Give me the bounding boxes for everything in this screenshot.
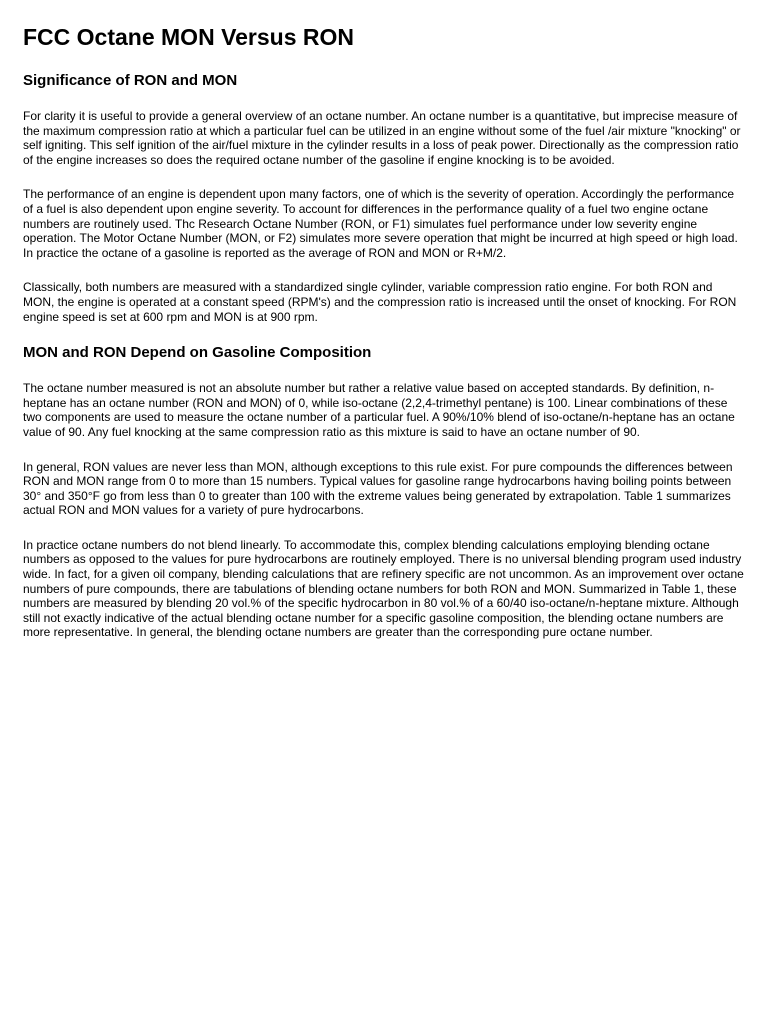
paragraph-engine-performance: The performance of an engine is dependent upon many factors, one of which is the severity of operation. Accordingly the performance of a fuel is also dependent upon engine severity. To account for differences in the performance quality of a fuel two engine octane numbers are routinely used. Thc Research Octane Number (RON, or F1) simulates fuel performance under low severity engine operation. The Motor Octane Number (MON, or F2) simulates more severe operation that might be incurred at high speed or high load. In practice the octane of a gasoline is reported as the average of RON and MON or R+M/2. — [23, 187, 738, 260]
paragraph-octane-definition: The octane number measured is not an absolute number but rather a relative value based on accepted standards. By definition, n-heptane has an octane number (RON and MON) of 0, while iso-octane (2,2,4-trimethyl pentane) is 100. Linear combinations of these two components are used to measure the octane number of a particular fuel. A 90%/10% blend of iso-octane/n-heptane has an octane value of 90. Any fuel knocking at the same compression ratio as this mixture is said to have an octane number of 90. — [23, 381, 735, 439]
paragraph-blending: In practice octane numbers do not blend linearly. To accommodate this, complex blending calculations employing blending octane numbers as opposed to the values for pure hydrocarbons are routinely employed. There is no universal blending program used industry wide. In fact, for a given oil company, blending calculations that are refinery specific are not uncommon. As an improvement over octane numbers of pure compounds, there are tabulations of blending octane numbers for both RON and MON. Summarized in Table 1, these numbers are measured by blending 20 vol.% of the specific hydrocarbon in 80 vol.% of a 60/40 iso-octane/n-heptane mixture. Although still not exactly indicative of the actual blending octane number for a specific gasoline composition, the blending octane numbers are more representative. In general, the blending octane numbers are greater than the corresponding pure octane number. — [23, 537, 744, 640]
paragraph-measurement-method: Classically, both numbers are measured with a standardized single cylinder, variable compression ratio engine. For both RON and MON, the engine is operated at a constant speed (RPM's) and the compression ratio is increased until the onset of knocking. For RON engine speed is set at 600 rpm and MON is at 900 rpm. — [23, 280, 737, 324]
section-heading-composition: MON and RON Depend on Gasoline Composition — [23, 344, 372, 362]
paragraph-ron-vs-mon: In general, RON values are never less than MON, although exceptions to this rule exist. For pure compounds the differences between RON and MON range from 0 to more than 15 numbers. Typical values for gasoline range hydrocarbons having boiling points between 30° and 350°F go from less than 0 to greater than 100 with the extreme values being generated by extrapolation. Table 1 summarizes actual RON and MON values for a variety of pure hydrocarbons. — [23, 459, 733, 518]
section-heading-significance: Significance of RON and MON — [23, 72, 238, 89]
paragraph-octane-overview: For clarity it is useful to provide a general overview of an octane number. An octane number is a quantitative, but imprecise measure of the maximum compression ratio at which a particular fuel can be utilized in an engine without some of the fuel /air mixture "knocking" or self igniting. This self ignition of the air/fuel mixture in the cylinder results in a loss of peak power. Directionally as the compression ratio of the engine increases so does the required octane number of the gasoline if engine knocking is to be avoided. — [23, 109, 741, 167]
document-page — [23, 22, 745, 660]
page-title: FCC Octane MON Versus RON — [23, 24, 355, 50]
